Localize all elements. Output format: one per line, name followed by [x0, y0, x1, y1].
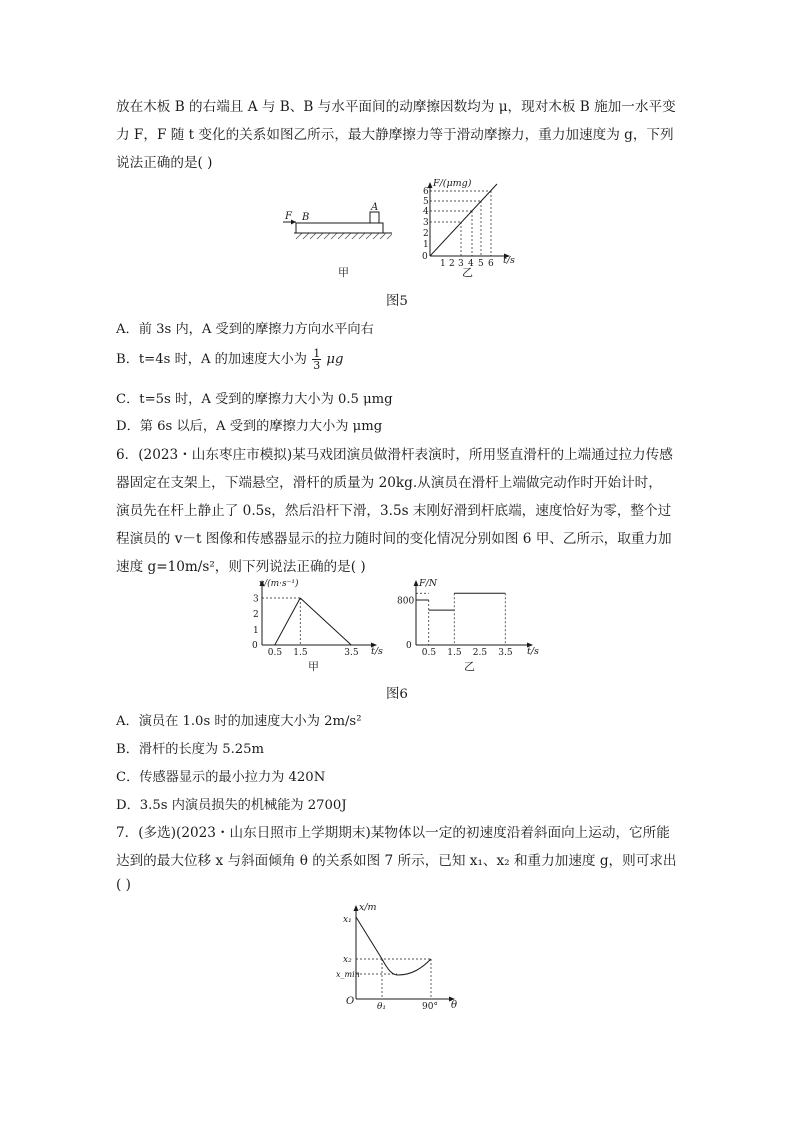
- q5-stem-line-3: 说法正确的是( ): [116, 155, 213, 171]
- svg-text:6: 6: [488, 259, 494, 269]
- ft-origin: 0: [406, 641, 412, 651]
- q7-curve: [356, 917, 431, 975]
- vt-xlabel: t/s: [371, 646, 383, 657]
- svg-text:4: 4: [423, 207, 429, 217]
- figure-6-caption: 图6: [386, 687, 408, 702]
- ft-xlabel: t/s: [527, 646, 539, 657]
- label-f: F: [285, 211, 292, 222]
- q7-origin: O: [346, 996, 355, 1007]
- origin: 0: [422, 252, 428, 262]
- q7-stem-line-1: 7．(多选)(2023・山东日照市上学期期末)某物体以一定的初速度沿着斜面向上运动，它所能: [116, 825, 670, 841]
- vt-xtick-0.5: 0.5: [267, 648, 283, 658]
- xlabel: t/s: [503, 255, 515, 266]
- svg-text:1: 1: [440, 259, 446, 269]
- svg-text:2: 2: [423, 229, 429, 239]
- vt-ytick-3: 3: [253, 594, 259, 605]
- q7-x1-label: x₁: [343, 915, 352, 925]
- q6-stem-line-4: 程演员的 v－t 图像和传感器显示的拉力随时间的变化情况分别如图 6 甲、乙所示，取重力加: [116, 531, 672, 547]
- q7-90-label: 90°: [422, 1002, 438, 1012]
- ft-caption: 乙: [464, 660, 475, 673]
- q5-option-d[interactable]: D．第 6s 以后，A 受到的摩擦力大小为 μmg: [116, 419, 383, 434]
- svg-text:2: 2: [449, 259, 455, 269]
- q7-stem-line-3: ( ): [116, 877, 131, 893]
- q7-x2-label: x₂: [343, 955, 352, 965]
- q6-stem-line-2: 器固定在支架上，下端悬空，滑杆的质量为 20kg.从演员在滑杆上端做完动作时开始计时，: [116, 475, 662, 491]
- q6-stem-line-5: 速度 g=10m/s²，则下列说法正确的是( ): [116, 559, 366, 575]
- q5-option-b-tail: μg: [326, 352, 344, 367]
- ylabel: F/(μmg): [433, 178, 472, 189]
- q6-option-b[interactable]: B．滑杆的长度为 5.25m: [116, 742, 265, 757]
- q5-stem-line-1: 放在木板 B 的右端且 A 与 B、B 与水平面间的动摩擦因数均为 μ，现对木板 B 施加一水平变: [116, 99, 676, 115]
- svg-text:3: 3: [423, 218, 429, 228]
- fraction-one-third: $\frac{1}{3}$: [313, 347, 321, 372]
- vt-ytick-2: 2: [253, 610, 259, 621]
- ft-xtick-3.5: 3.5: [498, 648, 513, 658]
- vt-ylabel: v/(m·s⁻¹): [259, 579, 299, 589]
- svg-text:4: 4: [468, 259, 474, 269]
- ft-xtick-1.5: 1.5: [447, 648, 462, 658]
- q5-option-c[interactable]: C．t=5s 时，A 受到的摩擦力大小为 0.5 μmg: [116, 392, 393, 407]
- vt-xtick-3.5: 3.5: [344, 648, 359, 658]
- vt-origin: 0: [252, 641, 258, 651]
- q7-theta1-label: θ₁: [377, 1002, 387, 1012]
- svg-text:6: 6: [423, 187, 429, 197]
- label-b: B: [302, 212, 310, 223]
- label-a: A: [371, 202, 379, 213]
- ft-ytick-800: 800: [397, 596, 415, 607]
- svg-text:5: 5: [423, 197, 429, 207]
- svg-text:1: 1: [423, 240, 429, 250]
- ft-xtick-0.5: 0.5: [421, 648, 437, 658]
- vt-xtick-1.5: 1.5: [293, 648, 308, 658]
- q5-option-a[interactable]: A．前 3s 内，A 受到的摩擦力方向水平向右: [116, 322, 374, 337]
- vt-caption: 甲: [308, 660, 319, 673]
- figure-5-caption: 图5: [386, 294, 408, 309]
- q7-xlabel: θ: [451, 1000, 458, 1011]
- ft-ylabel: F/N: [419, 578, 438, 589]
- q6-stem-line-1: 6．(2023・山东枣庄市模拟)某马戏团演员做滑杆表演时，所用竖直滑杆的上端通过拉力传感: [116, 447, 673, 463]
- q6-stem-line-3: 演员先在杆上静止了 0.5s，然后沿杆下滑，3.5s 末刚好滑到杆底端，速度恰好为零，整个过: [116, 503, 672, 519]
- q5-stem-line-2: 力 F，F 随 t 变化的关系如图乙所示，最大静摩擦力等于滑动摩擦力，重力加速度为 g，下列: [116, 127, 674, 143]
- q7-xmin-label: x_min: [336, 970, 360, 979]
- q5-option-b-text: B．t=4s 时，A 的加速度大小为: [116, 352, 307, 367]
- q7-ylabel: x/m: [359, 902, 377, 913]
- ft-xtick-2.5: 2.5: [472, 648, 488, 658]
- q6-option-a[interactable]: A．演员在 1.0s 时的加速度大小为 2m/s²: [116, 714, 362, 729]
- caption-jia-5: 甲: [338, 266, 349, 279]
- caption-yi-5: 乙: [462, 266, 473, 279]
- q7-dashed-guides: [356, 959, 431, 999]
- svg-text:3: 3: [458, 259, 464, 269]
- q6-option-d[interactable]: D．3.5s 内演员损失的机械能为 2700J: [116, 798, 347, 813]
- q7-stem-line-2: 达到的最大位移 x 与斜面倾角 θ 的关系如图 7 所示，已知 x₁、x₂ 和重力加速度 g，则可求出: [116, 853, 677, 869]
- q6-option-c[interactable]: C．传感器显示的最小拉力为 420N: [116, 770, 326, 785]
- vt-ytick-1: 1: [253, 625, 259, 636]
- svg-text:5: 5: [478, 259, 484, 269]
